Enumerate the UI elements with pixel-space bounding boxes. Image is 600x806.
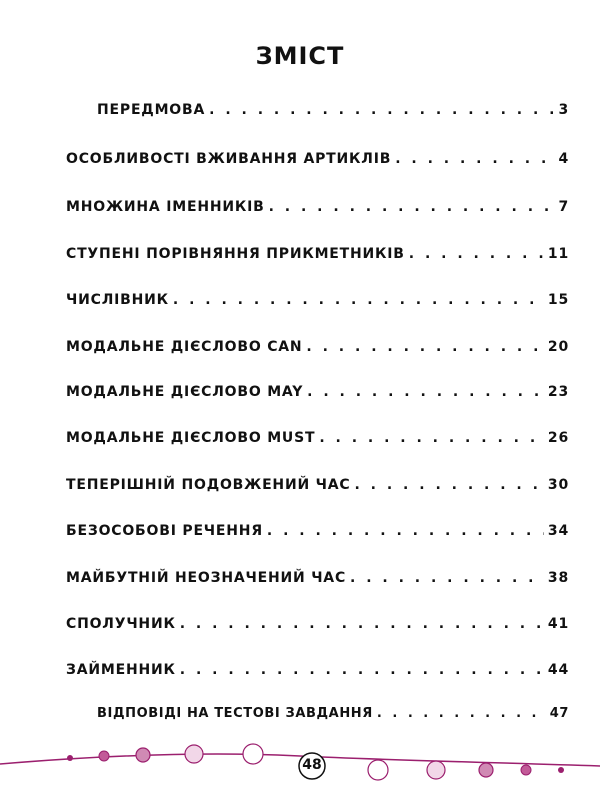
toc-entry-title: МОДАЛЬНЕ ДІЄСЛОВО MUST [66, 430, 316, 446]
toc-entry-title: СТУПЕНІ ПОРІВНЯННЯ ПРИКМЕТНИКІВ [66, 246, 405, 262]
toc-entry[interactable] [97, 702, 569, 726]
toc-entry[interactable] [66, 566, 569, 590]
footer-dot [368, 760, 388, 780]
toc-entry[interactable] [66, 147, 569, 171]
toc-leader-dots [354, 473, 543, 497]
toc-entry-page: 4 [558, 151, 569, 167]
toc-leader-dots [173, 288, 544, 312]
toc-entry-title: БЕЗОСОБОВІ РЕЧЕННЯ [66, 523, 263, 539]
footer-dot [67, 755, 73, 761]
toc-entry-page: 44 [547, 662, 569, 678]
toc-entry[interactable] [97, 98, 569, 122]
footer-dot [427, 761, 445, 779]
toc-entry[interactable] [66, 519, 569, 543]
toc-leader-dots [180, 658, 544, 682]
toc-entry-page: 26 [547, 430, 569, 446]
footer-dot [136, 748, 150, 762]
toc-leader-dots [209, 98, 554, 122]
toc-entry-page: 20 [547, 339, 569, 355]
toc-entry[interactable] [66, 612, 569, 636]
toc-entry-page: 47 [549, 706, 569, 721]
toc-entry-page: 38 [547, 570, 569, 586]
toc-entry[interactable] [66, 335, 569, 359]
toc-entry-page: 23 [547, 384, 569, 400]
footer-dot [479, 763, 493, 777]
toc-leader-dots [395, 147, 554, 171]
toc-entry-page: 34 [547, 523, 569, 539]
toc-entry-title: СПОЛУЧНИК [66, 616, 176, 632]
toc-leader-dots [319, 426, 544, 450]
toc-entry-page: 41 [547, 616, 569, 632]
toc-entry-title: ТЕПЕРІШНІЙ ПОДОВЖЕНИЙ ЧАС [66, 477, 351, 493]
toc-entry-title: МНОЖИНА ІМЕННИКІВ [66, 199, 265, 215]
toc-leader-dots [306, 335, 543, 359]
toc-entry[interactable] [66, 658, 569, 682]
page-title: ЗМІСТ [255, 42, 345, 70]
toc-leader-dots [180, 612, 544, 636]
footer-dot [558, 767, 564, 773]
footer-dot [99, 751, 109, 761]
toc-entry[interactable] [66, 288, 569, 312]
toc-entry-title: МОДАЛЬНЕ ДІЄСЛОВО CAN [66, 339, 303, 355]
toc-leader-dots [267, 519, 544, 543]
footer-dot [521, 765, 531, 775]
toc-entry[interactable] [66, 195, 569, 219]
toc-entry[interactable] [66, 242, 569, 266]
toc-entry-page: 30 [547, 477, 569, 493]
toc-entry-title: ОСОБЛИВОСТІ ВЖИВАННЯ АРТИКЛІВ [66, 151, 392, 167]
toc-leader-dots [307, 380, 544, 404]
toc-entry-title: ЗАЙМЕННИК [66, 662, 176, 678]
toc-leader-dots [409, 242, 544, 266]
toc-entry[interactable] [66, 426, 569, 450]
toc-entry-page: 15 [547, 292, 569, 308]
toc-entry-title: МОДАЛЬНЕ ДІЄСЛОВО MAY [66, 384, 304, 400]
toc-entry-page: 11 [547, 246, 569, 262]
footer-dot [185, 745, 203, 763]
toc-entry-title: ПЕРЕДМОВА [97, 102, 206, 118]
footer-dot [243, 744, 263, 764]
page-number: 48 [302, 757, 322, 773]
toc-leader-dots [377, 702, 546, 726]
toc-entry[interactable] [66, 380, 569, 404]
toc-entry-page: 7 [558, 199, 569, 215]
toc-leader-dots [269, 195, 555, 219]
toc-entry-title: ВІДПОВІДІ НА ТЕСТОВІ ЗАВДАННЯ [97, 706, 373, 721]
toc-entry-page: 3 [558, 102, 569, 118]
toc-entry-title: ЧИСЛІВНИК [66, 292, 169, 308]
toc-entry-title: МАЙБУТНІЙ НЕОЗНАЧЕНИЙ ЧАС [66, 570, 347, 586]
toc-entry[interactable] [66, 473, 569, 497]
toc-leader-dots [350, 566, 544, 590]
